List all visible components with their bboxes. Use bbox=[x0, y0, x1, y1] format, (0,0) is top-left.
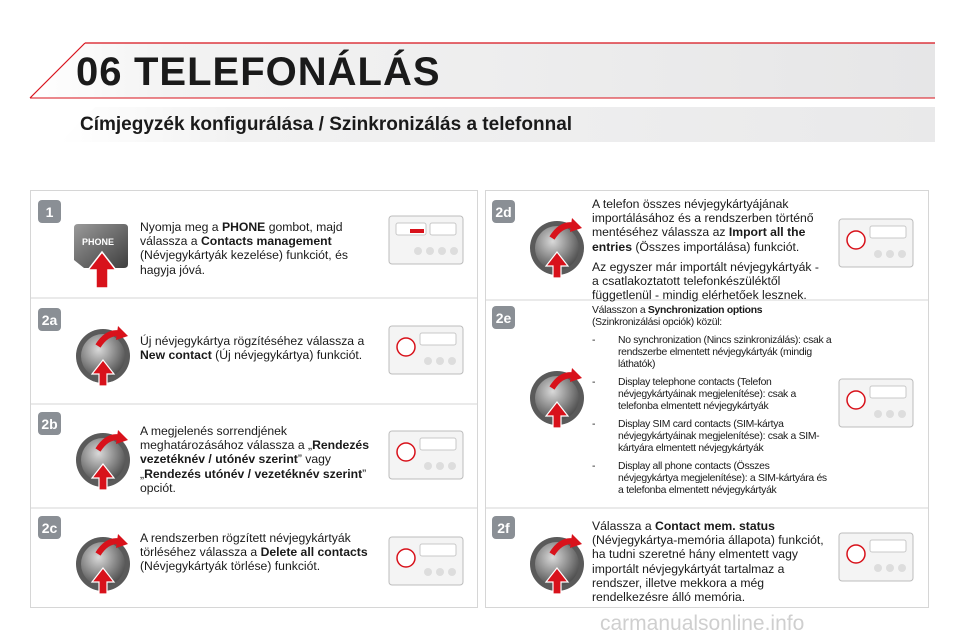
page-subtitle: Címjegyzék konfigurálása / Szinkronizálás a telefonnal bbox=[80, 114, 573, 135]
rotary-knob-icon bbox=[70, 528, 136, 594]
watermark: carmanualsonline.info bbox=[600, 612, 805, 635]
step-badge-2c: 2c bbox=[38, 516, 61, 539]
sync-options-list bbox=[592, 335, 832, 497]
step-1-text: Nyomja meg a PHONE gombot, majd válassza a Contacts management (Névjegykártyák kezelése) funkciót, és hagyja jóvá. bbox=[140, 220, 348, 277]
rotary-knob-icon bbox=[524, 212, 590, 278]
step-badge-2e: 2e bbox=[492, 306, 515, 329]
step-badge-2d: 2d bbox=[492, 200, 515, 223]
list-item: - Display all phone contacts (Összes névjegykártya megjelenítése): a SIM-kártyára és a telefonba elmentett névjegykártyák bbox=[592, 461, 827, 496]
list-item: - No synchronization (Nincs szinkronizálás): csak a rendszerbe elmentett névjegykártyák (mindig láthatók) bbox=[592, 335, 832, 370]
step-2e-text: Válasszon a Synchronization options (Szinkronizálási opciók) közül: - No synchronization (Nincs szinkronizálás): csak a rendszerbe elmentett névjegykártyák (mindig láthatók) - Display telephone contacts (Telefon névjegykártyáinak megjelenítése): csak a telefonba elmentett névjegykártyák - Display SIM card contacts (SIM-kártya névjegykártyáinak megjelenítése): csak a SIM-kártyára elmentett névjegykártyák - Display all phone contacts (Összes névjegykártya megjelenítése): a SIM-kártyára és a telefonba elmentett névjegykártyák bbox=[592, 305, 832, 496]
step-badge-2f: 2f bbox=[492, 516, 515, 539]
step-2f-text: Válassza a Contact mem. status (Névjegykártya-memória állapota) funkciót, ha tudni szeretné hány elmentett vagy importált névjegykártyát tartalmaz a rendszer, illetve mekkora a még rendelkezésre álló memória. bbox=[592, 519, 824, 605]
step-badge-1: 1 bbox=[38, 200, 61, 223]
radio-thumbnail bbox=[838, 532, 914, 582]
radio-thumbnail bbox=[388, 536, 464, 586]
phone-button-label: PHONE bbox=[82, 237, 115, 247]
rotary-knob-icon bbox=[524, 362, 590, 428]
radio-thumbnail bbox=[838, 218, 914, 268]
step-2b-text: A megjelenés sorrendjének meghatározásához válassza a „Rendezés vezetéknév / utónév szerint” vagy „Rendezés utónév / vezetéknév szerint” opciót. bbox=[140, 424, 369, 495]
list-item: - Display telephone contacts (Telefon névjegykártyáinak megjelenítése): csak a telefonba elmentett névjegykártyák bbox=[592, 377, 797, 412]
radio-thumbnail bbox=[388, 215, 464, 265]
step-2c-text: A rendszerben rögzített névjegykártyák törléséhez válassza a Delete all contacts (Névjegykártyák törlése) funkciót. bbox=[140, 531, 368, 574]
page-title: TELEFONÁLÁS bbox=[134, 50, 441, 94]
list-item: - Display SIM card contacts (SIM-kártya névjegykártyáinak megjelenítése): csak a SIM-kártyára elmentett névjegykártyák bbox=[592, 419, 820, 454]
step-2a-text: Új névjegykártya rögzítéséhez válassza a New contact (Új névjegykártya) funkciót. bbox=[140, 334, 365, 363]
step-badge-2b: 2b bbox=[38, 412, 61, 435]
rotary-knob-icon bbox=[70, 424, 136, 490]
rotary-knob-icon bbox=[524, 528, 590, 594]
chapter-number: 06 bbox=[76, 50, 123, 94]
phone-button-illustration bbox=[72, 220, 132, 290]
step-2d-text: A telefon összes névjegykártyájának importálásához és a rendszerben történő mentéséhez válassza az Import all the entries (Összes importálása) funkciót. Az egyszer már importált névjegykártyák - a csatlakoztatott telefonkészüléktől függetlenül - mindig elérhetőek lesznek. bbox=[592, 197, 819, 303]
radio-thumbnail bbox=[838, 378, 914, 428]
radio-thumbnail bbox=[388, 430, 464, 480]
radio-thumbnail bbox=[388, 325, 464, 375]
step-badge-2a: 2a bbox=[38, 308, 61, 331]
rotary-knob-icon bbox=[70, 320, 136, 386]
